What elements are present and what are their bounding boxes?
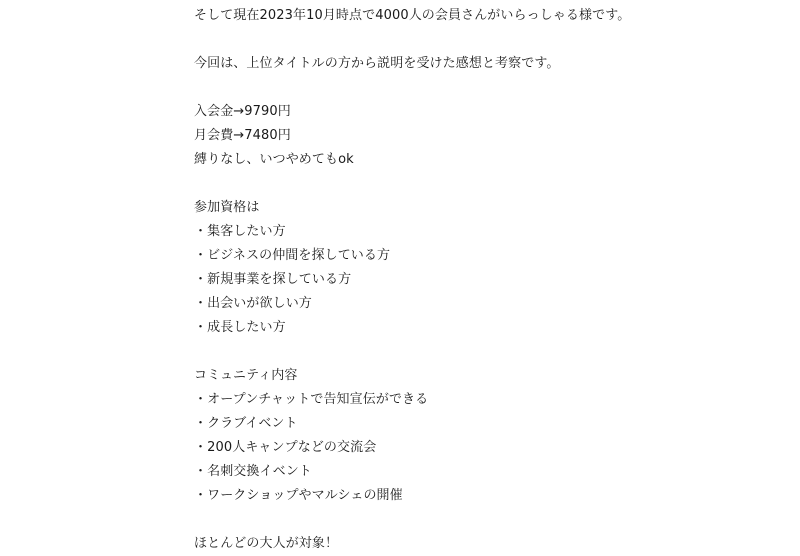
intro-members-text: そして現在2023年10月時点で4000人の会員さんがいらっしゃる様です。 — [194, 8, 631, 23]
qualification-item: ・集客したい方 — [194, 224, 286, 239]
entry-fee-text: 入会金→9790円 — [194, 104, 291, 119]
qualification-item: ・ビジネスの仲間を探している方 — [194, 248, 391, 263]
qualification-heading: 参加資格は — [194, 200, 260, 215]
qualification-item: ・出会いが欲しい方 — [194, 296, 312, 311]
community-item: ・クラブイベント — [194, 416, 298, 431]
community-item: ・名刺交換イベント — [194, 464, 312, 479]
qualification-item: ・新規事業を探している方 — [194, 272, 352, 287]
community-heading: コミュニティ内容 — [194, 368, 298, 383]
article-body — [194, 0, 774, 556]
closing-text: ほとんどの大人が対象！ — [194, 536, 339, 551]
monthly-fee-text: 月会費→7480円 — [194, 128, 291, 143]
community-item: ・ワークショップやマルシェの開催 — [194, 488, 403, 503]
qualification-item: ・成長したい方 — [194, 320, 286, 335]
community-item: ・200人キャンプなどの交流会 — [194, 440, 377, 455]
no-commitment-text: 縛りなし、いつやめてもok — [194, 152, 354, 167]
community-item: ・オープンチャットで告知宣伝ができる — [194, 392, 429, 407]
intro-purpose-text: 今回は、上位タイトルの方から説明を受けた感想と考察です。 — [194, 56, 560, 71]
